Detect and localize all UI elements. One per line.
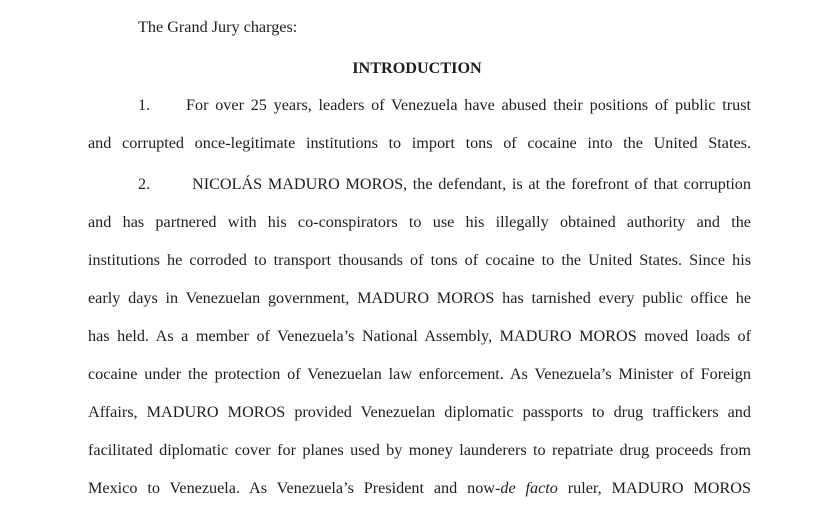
paragraph-2-line-5: has held. As a member of Venezuela’s National Assembly, MADURO MOROS moved loads of [88,327,751,345]
paragraph-2-line-6: cocaine under the protection of Venezuelan law enforcement. As Venezuela’s Minister of Foreign [88,365,751,383]
paragraph-2-line-8: facilitated diplomatic cover for planes used by money launderers to repatriate drug proceeds from [88,441,751,459]
paragraph-2-number: 2. [138,175,151,193]
paragraph-2-line-3: institutions he corroded to transport thousands of tons of cocaine to the United States. Since his [88,251,751,269]
paragraph-2-line-9-before: Mexico to Venezuela. As Venezuela’s President and now- [88,479,501,497]
paragraph-1-line-1 [138,95,751,115]
paragraph-2-line-9 [88,478,751,498]
heading-text: INTRODUCTION [352,59,482,77]
paragraph-2-line-1 [138,174,751,194]
paragraph-2-line-9-after: ruler, MADURO MOROS [557,479,751,497]
grand-jury-intro: The Grand Jury charges: [138,18,298,36]
paragraph-1-number: 1. [138,96,151,114]
section-heading [0,58,840,78]
paragraph-2-text-1: NICOLÁS MADURO MOROS, the defendant, is at the forefront of that corruption [192,175,751,193]
paragraph-2-italic-phrase: de facto [500,479,558,497]
paragraph-1-text-1: For over 25 years, leaders of Venezuela have abused their positions of public trust [186,96,751,114]
paragraph-2-line-2: and has partnered with his co-conspirators to use his illegally obtained authority and the [88,213,751,231]
paragraph-2-line-7: Affairs, MADURO MOROS provided Venezuelan diplomatic passports to drug traffickers and [88,403,751,421]
paragraph-1-line-2: and corrupted once-legitimate institutions to import tons of cocaine into the United States. [88,134,751,152]
paragraph-2-line-4: early days in Venezuelan government, MADURO MOROS has tarnished every public office he [88,289,751,307]
